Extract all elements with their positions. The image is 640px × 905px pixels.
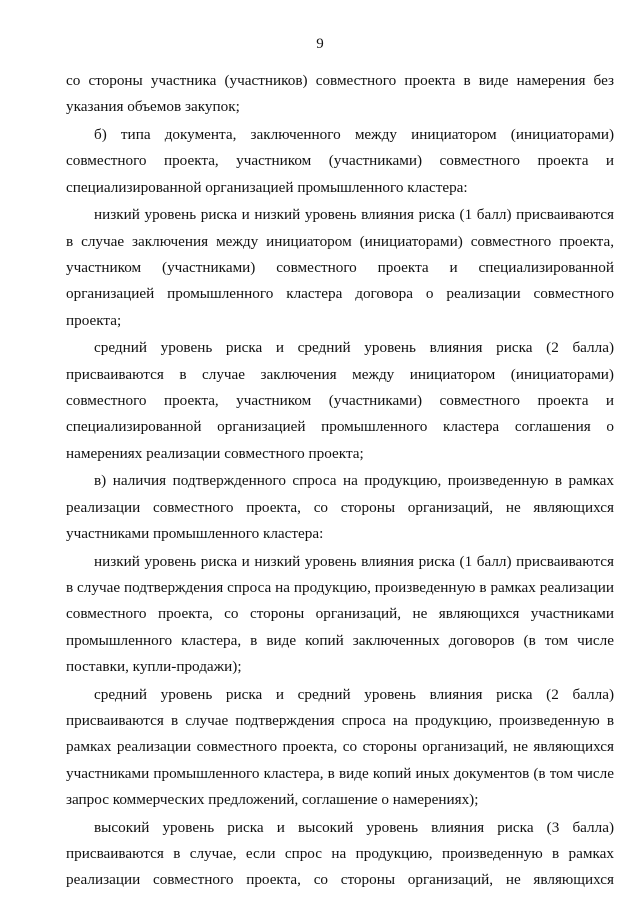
paragraph-v-low-risk: низкий уровень риска и низкий уровень влияния риска (1 балл) присваиваются в случае подтверждения спроса на продукцию, произведенную в рамках реализации совместного проекта, со стороны организаций, не являющихся участниками промышленного кластера, в виде копий заключенных договоров (в том числе поставки, купли-продажи); — [66, 552, 614, 676]
page-number: 9 — [316, 36, 324, 52]
paragraph-b-medium-risk: средний уровень риска и средний уровень влияния риска (2 балла) присваиваются в случае заключения между инициатором (инициаторами) совместного проекта, участником (участниками) совместного проекта и специализированной организацией промышленного кластера соглашения о намерениях реализации совместного проекта; — [66, 339, 614, 462]
document-body — [66, 68, 614, 895]
paragraph-b-low-risk: низкий уровень риска и низкий уровень влияния риска (1 балл) присваиваются в случае заключения между инициатором (инициаторами) совместного проекта, участником (участниками) совместного проекта и специализированной организацией промышленного кластера договора о реализации совместного проекта; — [66, 206, 614, 329]
paragraph-v-medium-risk: средний уровень риска и средний уровень влияния риска (2 балла) присваиваются в случае подтверждения спроса на продукцию, произведенную в рамках реализации совместного проекта, со стороны организаций, не являющихся участниками промышленного кластера, в виде копий иных документов (в том числе запрос коммерческих предложений, соглашение о намерениях); — [66, 685, 614, 809]
paragraph-v-high-risk: высокий уровень риска и высокий уровень влияния риска (3 балла) присваиваются в случае, если спрос на продукцию, произведенную в рамках реализации совместного проекта, со стороны организаций, не являющихся — [66, 818, 614, 889]
paragraph-item-b: б) типа документа, заключенного между инициатором (инициаторами) совместного проекта, участником (участниками) совместного проекта и специализированной организацией промышленного кластера: — [66, 126, 614, 196]
paragraph-continuation: со стороны участника (участников) совместного проекта в виде намерения без указания объемов закупок; — [66, 72, 614, 116]
paragraph-item-v: в) наличия подтвержденного спроса на продукцию, произведенную в рамках реализации совместного проекта, со стороны организаций, не являющихся участниками промышленного кластера: — [66, 472, 614, 543]
